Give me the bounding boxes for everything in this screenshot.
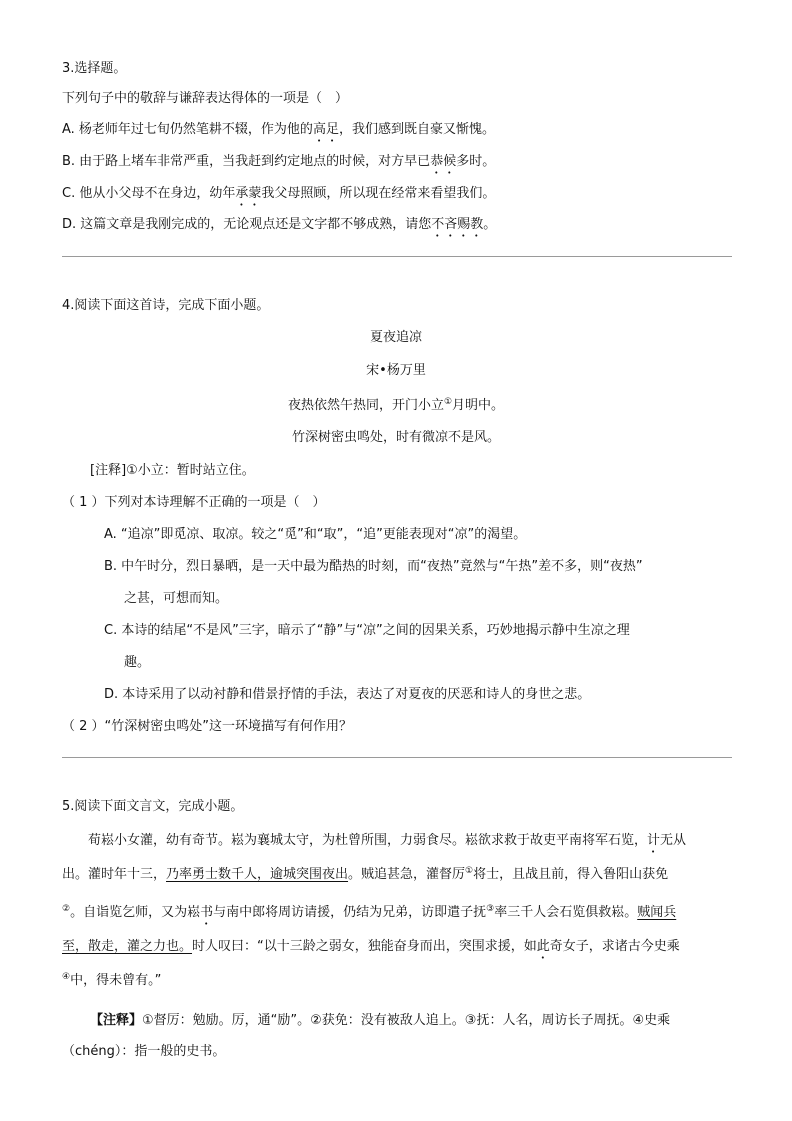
poem-author: 宋•杨万里 [366,363,426,378]
q5-passage-line-3 [62,904,676,928]
q3-option-c-post: 我父母照顾，所以现在经常来看望我们。 [261,186,496,201]
q3-option-c-emphasis: 承蒙 [235,186,262,201]
q5-passage-line-4 [62,938,680,962]
q5-p2-post: 将士，且战且前，得入鲁阳山获免 [473,867,669,882]
q5-p1-post: 无从 [660,833,687,848]
poem-title: 夏夜追凉 [369,330,422,345]
q5-note-line-2: （chéng）：指一般的史书。 [62,1044,226,1059]
q5-p3-emphasis: 书 [200,905,214,920]
q5-title: 5.阅读下面文言文，完成小题。 [62,799,244,814]
poem-line-2: 竹深树密虫鸣处，时有微凉不是风。 [291,430,500,445]
q3-option-a [62,121,495,145]
footnote-marker: ② [62,904,71,914]
q5-p1-pre: 荀崧小女灌，幼有奇节。崧为襄城太守，为杜曾所围，力弱食尽。崧欲求救于故吏平南将军石览， [62,833,648,848]
q4-note: [注释]①小立：暂时站立住。 [90,463,255,478]
q4-option-b-line1: B. 中午时分，烈日暴晒，是一天中最为酷热的时刻，而“夜热”竟然与“午热”差不多，则“夜热” [104,559,643,574]
q5-p4-emphasis: 此 [536,939,550,954]
divider [62,757,732,758]
q3-option-d-pre: D. 这篇文章是我刚完成的，无论观点还是文字都不够成熟，请您 [62,217,432,232]
q4-option-c-line1: C. 本诗的结尾“不是风”三字，暗示了“静”与“凉”之间的因果关系，巧妙地揭示静中生凉之理 [104,623,630,638]
q3-option-a-emphasis: 高足 [312,122,339,137]
poem-line-1-post: 月明中。 [452,398,505,413]
q3-option-b-emphasis: 恭候 [430,154,457,169]
q4-option-d: D. 本诗采用了以动衬静和借景抒情的手法，表达了对夏夜的厌恶和诗人的身世之悲。 [104,687,591,702]
q4-sub1: （ 1 ）下列对本诗理解不正确的一项是（ ） [62,495,326,510]
q5-note-label: 【注释】 [90,1013,143,1028]
q5-p4-underlined: 至，散走，灌之力也。 [62,939,193,954]
q3-option-d-post: 。 [483,217,497,232]
q5-passage-line-5 [62,972,161,990]
q3-option-b [62,153,495,177]
q5-p4-pre: 时人叹曰：“以十三龄之弱女，独能奋身而出，突围求援，如 [192,939,537,954]
footnote-marker: ④ [62,972,71,982]
q5-p3-mid2: 率三千人会石览俱救崧。 [494,905,638,920]
q3-option-d [62,216,496,240]
q5-p1-emphasis: 计 [647,833,661,848]
q3-option-d-emphasis: 不吝赐教 [431,217,484,232]
q3-option-c-pre: C. 他从小父母不在身边，幼年 [62,186,236,201]
q5-p3-underlined: 贼闻兵 [637,905,677,920]
q5-p5-text: 中，得未曾有。” [70,973,162,988]
q5-passage-line-2 [62,866,668,884]
q4-option-b-line2: 之甚，可想而知。 [124,591,229,606]
q3-option-a-post: ，我们感到既自豪又惭愧。 [338,122,495,137]
q4-option-c-line2: 趣。 [124,655,151,670]
q4-sub2: （ 2 ）“竹深树密虫鸣处”这一环境描写有何作用？ [62,719,353,734]
q3-option-b-post: 多时。 [456,154,496,169]
q5-p2-pre: 出。灌时年十三， [62,867,167,882]
q5-note-line-1 [90,1012,670,1030]
footnote-marker: ① [465,866,474,876]
q5-p3-pre: 。自诣览乞师，又为崧 [70,905,201,920]
q5-p2-mid: 。贼追甚急，灌督厉 [348,867,466,882]
q3-option-a-pre: A. 杨老师年过七旬仍然笔耕不辍，作为他的 [62,122,313,137]
divider [62,256,732,257]
q5-passage-line-1 [62,832,686,856]
q3-title: 3.选择题。 [62,61,127,76]
footnote-marker: ③ [486,904,495,914]
q3-option-b-pre: B. 由于路上堵车非常严重，当我赶到约定地点的时候，对方早已 [62,154,431,169]
q4-title: 4.阅读下面这首诗，完成下面小题。 [62,298,270,313]
q5-p4-post: 奇女子，求诸古今史乘 [549,939,680,954]
q3-option-c [62,185,495,209]
q4-option-a: A. “追凉”即觅凉、取凉。较之“觅”和“取”，“追”更能表现对“凉”的渴望。 [104,527,527,542]
q5-p2-underlined: 乃率勇士数千人，逾城突围夜出 [166,867,349,882]
q5-note-text: ①督厉：勉励。厉，通“励”。②获免：没有被敌人追上。③抚：人名，周访长子周抚。④史乘 [142,1013,671,1028]
q3-stem: 下列句子中的敬辞与谦辞表达得体的一项是（ ） [62,91,349,106]
poem-line-1-pre: 夜热依然午热同，开门小立 [287,398,444,413]
q5-p3-mid: 与南中郎将周访请援，仍结为兄弟，访即遣子抚 [213,905,487,920]
poem-line-1 [0,397,792,415]
footnote-marker: ① [443,397,453,407]
